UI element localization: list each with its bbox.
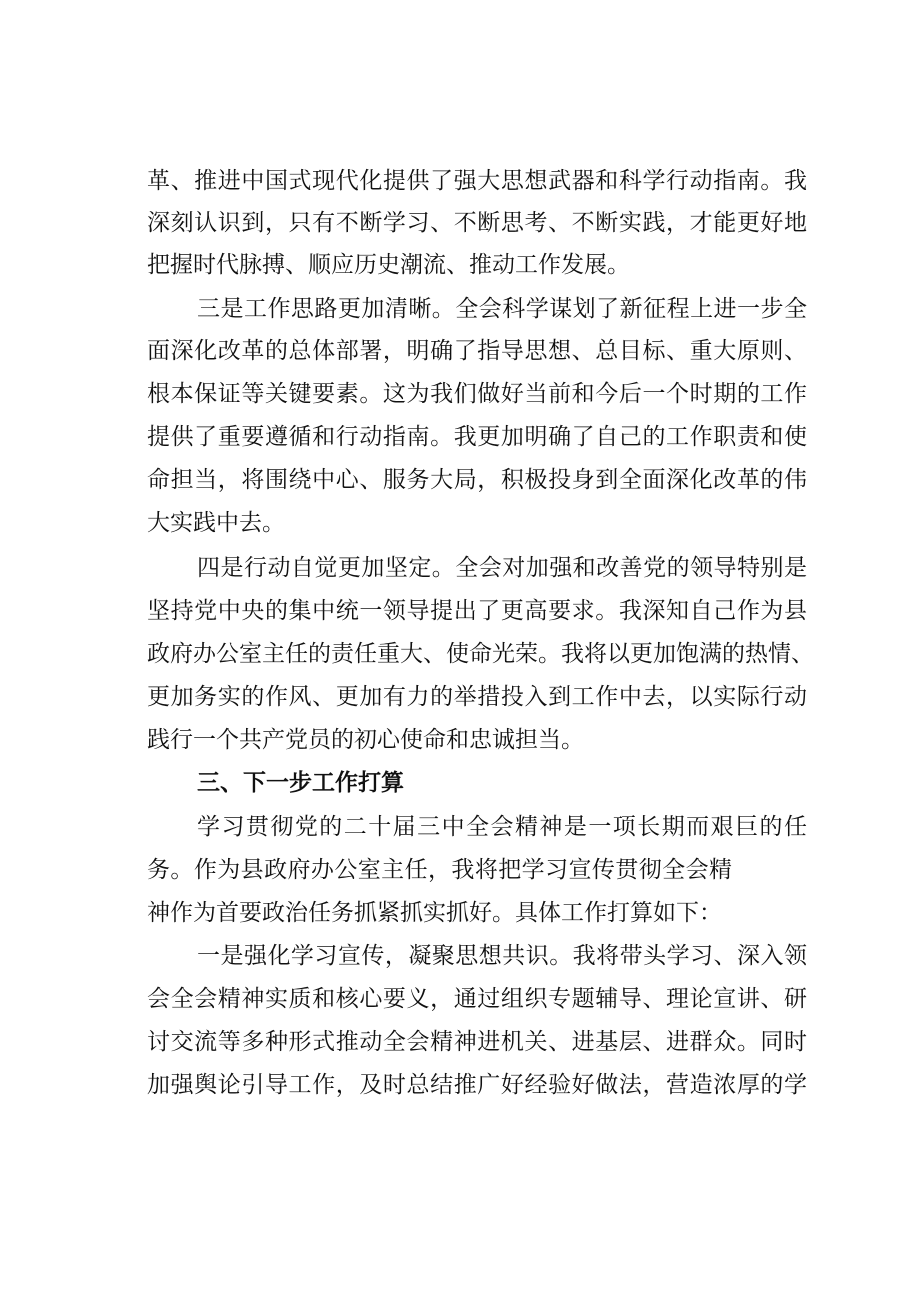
text-line: 神作为首要政治任务抓紧抓实抓好。具体工作打算如下：: [147, 900, 722, 926]
paragraph-start-line: 四是行动自觉更加坚定。全会对加强和改善党的领导特别是: [197, 555, 807, 581]
text-line: 务。作为县政府办公室主任，我将把学习宣传贯彻全会精: [147, 857, 732, 883]
text-line: 政府办公室主任的责任重大、使命光荣。我将以更加饱满的热情、: [147, 641, 814, 667]
text-line: 把握时代脉搏、顺应历史潮流、推动工作发展。: [147, 252, 630, 278]
text-line: 践行一个共产党员的初心使命和忠诚担当。: [147, 727, 584, 753]
text-line: 更加务实的作风、更加有力的举措投入到工作中去，以实际行动: [147, 684, 807, 710]
paragraph-start-line: 一是强化学习宣传，凝聚思想共识。我将带头学习、深入领: [197, 943, 807, 969]
text-line: 加强舆论引导工作，及时总结推广好经验好做法，营造浓厚的学: [147, 1072, 807, 1098]
text-line: 革、推进中国式现代化提供了强大思想武器和科学行动指南。我: [147, 168, 807, 194]
text-line: 坚持党中央的集中统一领导提出了更高要求。我深知自己作为县: [147, 598, 807, 624]
text-line: 根本保证等关键要素。这为我们做好当前和今后一个时期的工作: [147, 381, 807, 407]
paragraph-start-line: 三是工作思路更加清晰。全会科学谋划了新征程上进一步全: [197, 296, 807, 322]
text-line: 讨交流等多种形式推动全会精神进机关、进基层、进群众。同时: [147, 1029, 807, 1055]
paragraph-start-line: 学习贯彻党的二十届三中全会精神是一项长期而艰巨的任: [197, 814, 807, 840]
text-line: 面深化改革的总体部署，明确了指导思想、总目标、重大原则、: [147, 338, 807, 364]
text-line: 命担当，将围绕中心、服务大局，积极投身到全面深化改革的伟: [147, 467, 807, 493]
text-line: 深刻认识到，只有不断学习、不断思考、不断实践，才能更好地: [147, 210, 807, 236]
text-line: 大实践中去。: [147, 510, 285, 536]
text-line: 会全会精神实质和核心要义，通过组织专题辅导、理论宣讲、研: [147, 986, 807, 1012]
section-heading: 三、下一步工作打算: [197, 770, 404, 796]
text-line: 提供了重要遵循和行动指南。我更加明确了自己的工作职责和使: [147, 424, 807, 450]
